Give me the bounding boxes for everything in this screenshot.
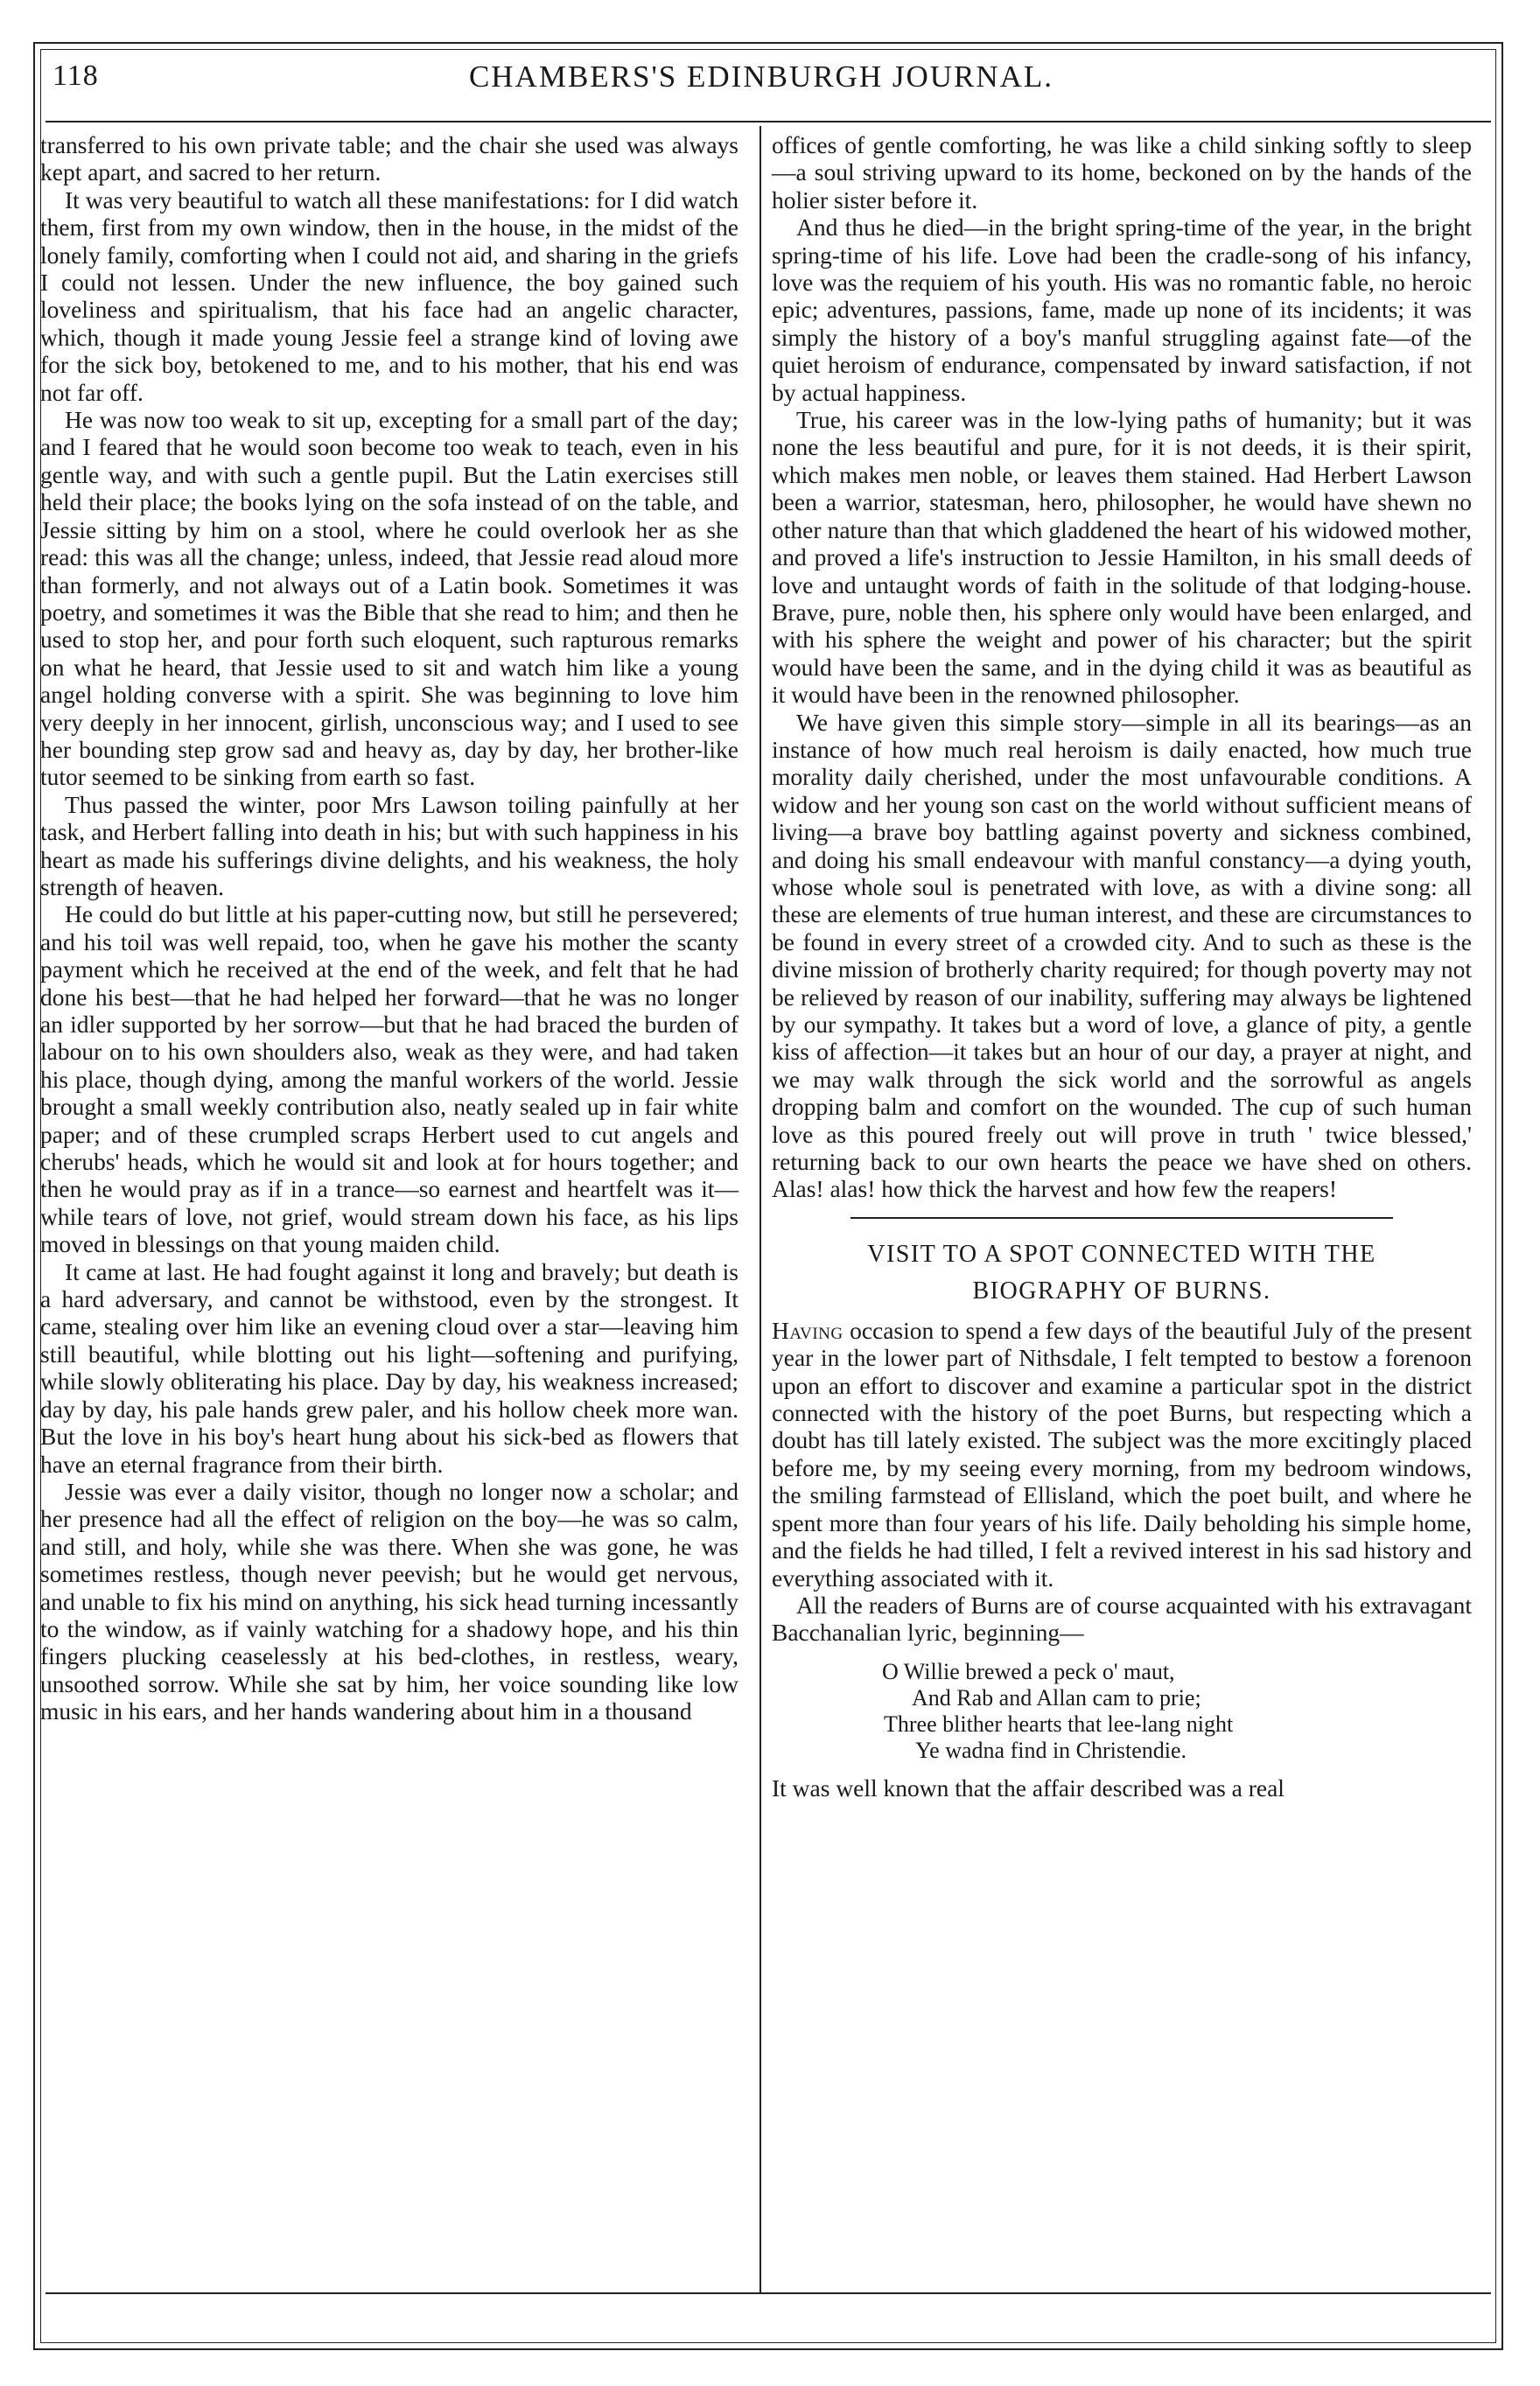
right-column xyxy=(772,131,1472,1802)
paragraph: offices of gentle comforting, he was like a child sinking softly to sleep—a soul striving upward to its home, beckoned on by the hands of the holier sister before it. xyxy=(772,131,1472,213)
verse-line: Three blither hearts that lee-lang night xyxy=(884,1711,1234,1737)
paragraph: Jessie was ever a daily visitor, though no longer now a scholar; and her presence had all the effect of religion on the boy—he was so calm, and still, and holy, while she was there. When she was gone, he was sometimes restless, though never peevish; but he would get nervous, and unable to fix his mind on anything, his sick head turning incessantly to the window, as if vainly watching for a shadowy hope, and his thin fingers plucking ceaselessly at his bed-clothes, in restless, weary, unsoothed sorrow. While she sat by him, her voice sounding like low music in his ears, and her hands wandering about him in a thousand xyxy=(40,1477,738,1725)
verse-line: And Rab and Allan cam to prie; xyxy=(912,1684,1201,1711)
opening-word: Having xyxy=(772,1316,844,1344)
opening-paragraph xyxy=(772,1317,1472,1592)
verse-line: Ye wadna find in Christendie. xyxy=(915,1737,1187,1763)
paragraph: We have given this simple story—simple in all its bearings—as an instance of how much real heroism is daily enacted, how much true morality daily cherished, under the most unfavourable conditions. A widow and her young son cast on the world without sufficient means of living—a brave boy battling against poverty and sickness combined, and doing his small endeavour with manful constancy—a dying youth, whose whole soul is penetrated with love, as with a divine song: all these are elements of true human interest, and these are circumstances to be found in every street of a crowded city. And to such as these is the divine mission of brotherly charity required; for though poverty may not be relieved by reason of our inability, suffering may always be lightened by our sympathy. It takes but a word of love, a glance of pity, a gentle kiss of affection—it takes but an hour of our day, a prayer at night, and we may walk through the sick world and the sorrowful as angels dropping balm and comfort on the wounded. The cup of such human love as this poured freely out will prove in truth ' twice blessed,' returning back to our own hearts the peace we have shed on others. Alas! alas! how thick the harvest and how few the reapers! xyxy=(772,708,1472,1203)
bottom-rule xyxy=(46,2292,1491,2294)
verse-quotation xyxy=(772,1659,1472,1764)
left-column xyxy=(40,131,738,1725)
section-heading-line: VISIT TO A SPOT CONNECTED WITH THE xyxy=(867,1240,1376,1268)
column-divider xyxy=(760,126,761,2294)
paragraph: transferred to his own private table; and the chair she used was always kept apart, and sacred to her return. xyxy=(40,131,738,186)
paragraph: Thus passed the winter, poor Mrs Lawson toiling painfully at her task, and Herbert falling into death in his; but with such happiness in his heart as made his sufferings divine delights, and his weakness, the holy strength of heaven. xyxy=(40,790,738,900)
section-heading-line: BIOGRAPHY OF BURNS. xyxy=(972,1277,1271,1305)
section-divider xyxy=(850,1217,1393,1219)
page-number: 118 xyxy=(52,59,99,92)
paragraph: He could do but little at his paper-cutting now, but still he persevered; and his toil was well repaid, too, when he gave his mother the scanty payment which he received at the end of the week, and felt that he had done his best—that he had helped her forward—that he was no longer an idler supported by her sorrow—but that he had braced the burden of labour on to his own shoulders also, weak as they were, and had taken his place, though dying, among the manful workers of the world. Jessie brought a small weekly contribution also, neatly sealed up in fair white paper; and of these crumpled scraps Herbert used to cut angels and cherubs' heads, which he would sit and look at for hours together; and then he would pray as if in a trance—so earnest and heartfelt was it—while tears of love, not grief, would stream down his face, as his lips moved in blessings on that young maiden child. xyxy=(40,900,738,1258)
section-heading xyxy=(772,1236,1472,1310)
page-header xyxy=(52,54,1470,124)
paragraph: True, his career was in the low-lying paths of humanity; but it was none the less beautiful and pure, for it is not deeds, it is their spirit, which makes men noble, or leaves them stained. Had Herbert Lawson been a warrior, statesman, hero, philosopher, he would have shewn no other nature than that which gladdened the heart of his widowed mother, and proved a life's instruction to Jessie Hamilton, in his small deeds of love and untaught words of faith in the solitude of that lodging-house. Brave, pure, noble then, his sphere only would have been enlarged, and with his sphere the weight and power of his character; but the spirit would have been the same, and in the dying child it was as beautiful as it would have been in the renowned philosopher. xyxy=(772,406,1472,709)
paragraph: And thus he died—in the bright spring-time of the year, in the bright spring-time of his life. Love had been the cradle-song of his infancy, love was the requiem of his youth. His was no romantic fable, no heroic epic; adventures, passions, fame, made up none of its incidents; it was simply the history of a boy's manful struggling against fate—of the quiet heroism of endurance, compensated by inward satisfaction, if not by actual happiness. xyxy=(772,213,1472,406)
paragraph: All the readers of Burns are of course acquainted with his extravagant Bacchanalian lyric, beginning— xyxy=(772,1591,1472,1647)
header-rule xyxy=(46,121,1491,122)
paragraph: It was well known that the affair described was a real xyxy=(772,1774,1284,1802)
paragraph: It was very beautiful to watch all these manifestations: for I did watch them, first from my own window, then in the house, in the midst of the lonely family, comforting when I could not aid, and sharing in the griefs I could not lessen. Under the new influence, the boy gained such loveliness and spiritualism, that his face had an angelic character, which, though it made young Jessie feel a strange kind of loving awe for the sick boy, betokened to me, and to his mother, that his end was not far off. xyxy=(40,185,738,406)
paragraph: It came at last. He had fought against it long and bravely; but death is a hard adversary, and cannot be withstood, even by the strongest. It came, stealing over him like an evening cloud over a star—leaving him still beautiful, while blotting out his light—softening and purifying, while slowly obliterating his place. Day by day, his weakness increased; day by day, his pale hands grew paler, and his hollow cheek more wan. But the love in his boy's heart hung about his sick-bed as flowers that have an eternal fragrance from their birth. xyxy=(40,1257,738,1478)
paragraph: He was now too weak to sit up, excepting for a small part of the day; and I feared that he would soon become too weak to teach, even in his gentle way, and with such a gentle pupil. But the Latin exercises still held their place; the books lying on the sofa instead of on the table, and Jessie sitting by him on a stool, where he could overlook her as she read: this was all the change; unless, indeed, that Jessie read aloud more than formerly, and not always out of a Latin book. Sometimes it was poetry, and sometimes it was the Bible that she read to him; and then he used to stop her, and pour forth such eloquent, such rapturous remarks on what he heard, that Jessie used to sit and watch him like a young angel holding converse with a spirit. She was beginning to love him very deeply in her innocent, girlish, unconscious way; and I used to see her bounding step grow sad and heavy as, day by day, her brother-like tutor seemed to be sinking from earth so fast. xyxy=(40,406,738,791)
opening-paragraph-text: occasion to spend a few days of the beautiful July of the present year in the lower part of Nithsdale, I felt tempted to bestow a forenoon upon an effort to discover and examine a particular spot in the district connected with the history of the poet Burns, but respecting which a doubt has till lately existed. The subject was the more excitingly placed before me, by my seeing every morning, from my bedroom windows, the smiling farmstead of Ellisland, which the poet built, and where he spent more than four years of his life. Daily beholding his simple home, and the fields he had tilled, I felt a revived interest in his sad history and everything associated with it. xyxy=(772,1316,1472,1592)
verse-line: O Willie brewed a peck o' maut, xyxy=(882,1658,1175,1684)
journal-title: CHAMBERS'S EDINBURGH JOURNAL. xyxy=(468,59,1054,94)
